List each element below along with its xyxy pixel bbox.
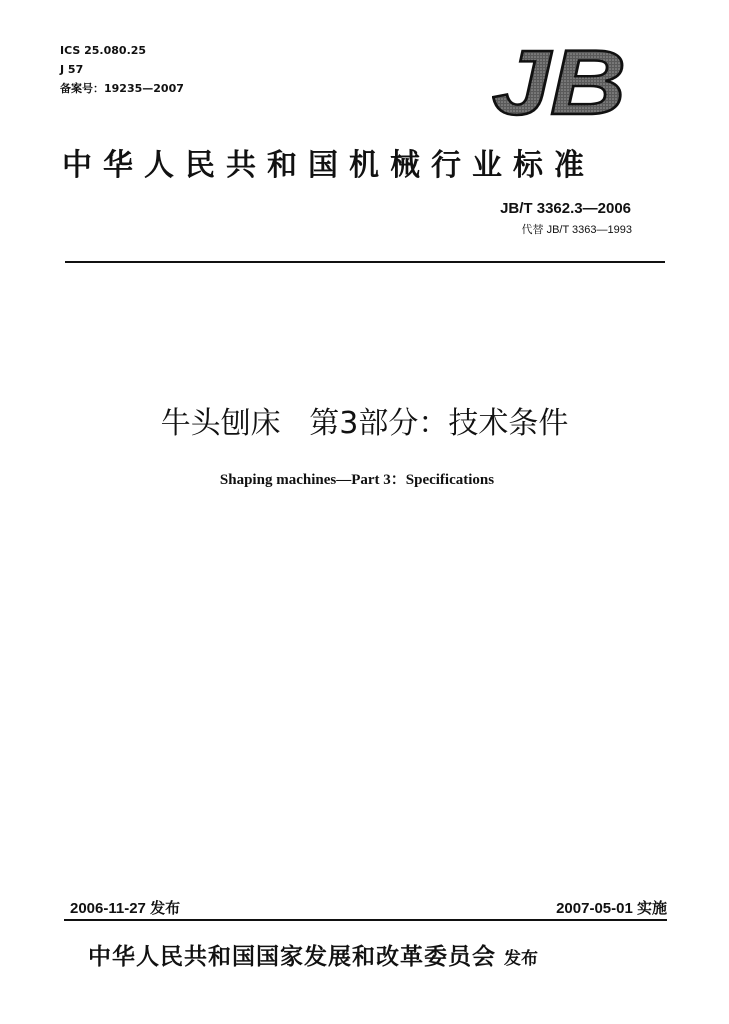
replaced-standard: 代替 JB/T 3363—1993: [521, 224, 632, 236]
jb-logo: [492, 44, 628, 118]
standard-number: JB/T 3362.3—2006: [500, 200, 631, 217]
ics-code: ICS 25.080.25: [60, 44, 147, 57]
document-title-chinese: 牛头刨床 第3部分：技术条件: [160, 406, 569, 441]
publisher-line: [88, 938, 538, 971]
top-divider: [65, 261, 665, 263]
classification-code: J 57: [60, 63, 84, 76]
publisher-name: 中华人民共和国国家发展和改革委员会: [88, 944, 496, 970]
bottom-divider: [64, 919, 667, 921]
issue-date: 2006-11-27 发布: [70, 900, 181, 917]
record-number: 备案号：19235—2007: [60, 82, 184, 95]
metadata-block: [60, 41, 184, 98]
logo-text: JB: [492, 44, 626, 118]
implementation-date: 2007-05-01 实施: [556, 900, 667, 917]
document-title-english: Shaping machines—Part 3：Specifications: [219, 472, 495, 488]
standard-category-title: 中华人民共和国机械行业标准: [62, 148, 595, 183]
publish-label: 发布: [504, 949, 538, 969]
